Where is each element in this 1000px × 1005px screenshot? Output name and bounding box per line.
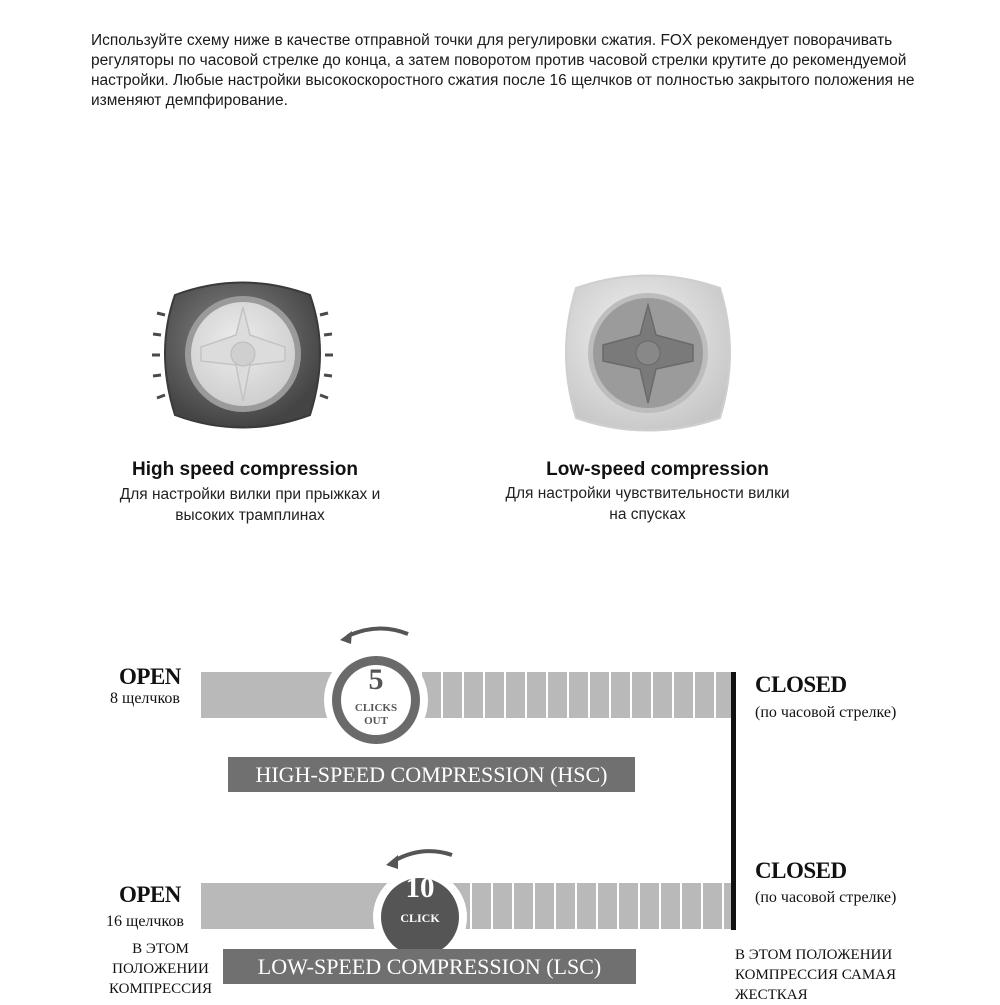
lsc-note-left-line1: В ЭТОМ [132, 941, 189, 957]
lsc-note-right [735, 945, 955, 1005]
hsc-title: High speed compression [132, 459, 358, 480]
hsc-desc-line2: высоких трамплинах [175, 507, 325, 524]
hsc-desc-line1: Для настройки вилки при прыжках и [119, 486, 381, 503]
intro-text: Используйте схему ниже в качестве отправной точки для регулировки сжатия. FOX рекомендует поворачивать регуляторы по часовой стрелке до конца, а затем поворотом против часовой стрелки крутите до рекомендуемой настройки. Любые настройки высокоскоростного сжатия после 16 щелчков от полностью закрытого положения не изменяют демпфирование. [91, 32, 915, 109]
lsc-note-left-line3: КОМПРЕССИЯ [109, 981, 212, 997]
lsc-closed-label: CLOSED [755, 858, 847, 883]
hsc-click-bar [401, 672, 731, 718]
hsc-open-clicks: 8 щелчков [110, 690, 180, 707]
lsc-open-label: OPEN [119, 882, 181, 907]
lsc-desc [460, 483, 835, 525]
lsc-desc-line2: на спусках [609, 506, 686, 523]
closed-position-line [731, 672, 736, 930]
hsc-desc [70, 484, 430, 526]
hsc-closed-label: CLOSED [755, 672, 847, 697]
hsc-dial-text1: CLICKS [354, 702, 398, 714]
lsc-knob-icon [548, 253, 748, 453]
hsc-closed-sub: (по часовой стрелке) [755, 704, 897, 721]
lsc-click-bar [451, 883, 731, 929]
lsc-closed-sub: (по часовой стрелке) [755, 889, 897, 906]
lsc-arrow-head-icon [386, 855, 398, 869]
lsc-knob-image [548, 253, 748, 453]
hsc-open-label: OPEN [119, 664, 181, 689]
lsc-note-left-line2: ПОЛОЖЕНИИ [112, 961, 209, 977]
lsc-band: LOW-SPEED COMPRESSION (LSC) [223, 949, 636, 984]
hsc-arrow-arc [348, 628, 408, 636]
hsc-dial-number: 5 [368, 663, 384, 696]
lsc-dial-text1: CLICK [400, 911, 440, 925]
lsc-note-right-line2: КОМПРЕССИЯ САМАЯ [735, 967, 897, 983]
hsc-knob-image [145, 255, 340, 450]
hsc-band: HIGH-SPEED COMPRESSION (HSC) [228, 757, 635, 792]
hsc-dial-text2: OUT [364, 715, 388, 727]
hsc-arrow-head-icon [340, 631, 352, 644]
lsc-note-right-line3: ЖЕСТКАЯ [735, 987, 808, 1003]
lsc-open-clicks: 16 щелчков [106, 913, 184, 930]
lsc-dial-number: 10 [405, 872, 435, 904]
lsc-arrow-arc [394, 851, 452, 861]
lsc-title: Low-speed compression [546, 459, 769, 480]
lsc-note-left [98, 939, 223, 999]
lsc-note-right-line1: В ЭТОМ ПОЛОЖЕНИИ [735, 947, 893, 963]
hsc-knob-icon [145, 255, 340, 450]
lsc-desc-line1: Для настройки чувствительности вилки [505, 485, 790, 502]
